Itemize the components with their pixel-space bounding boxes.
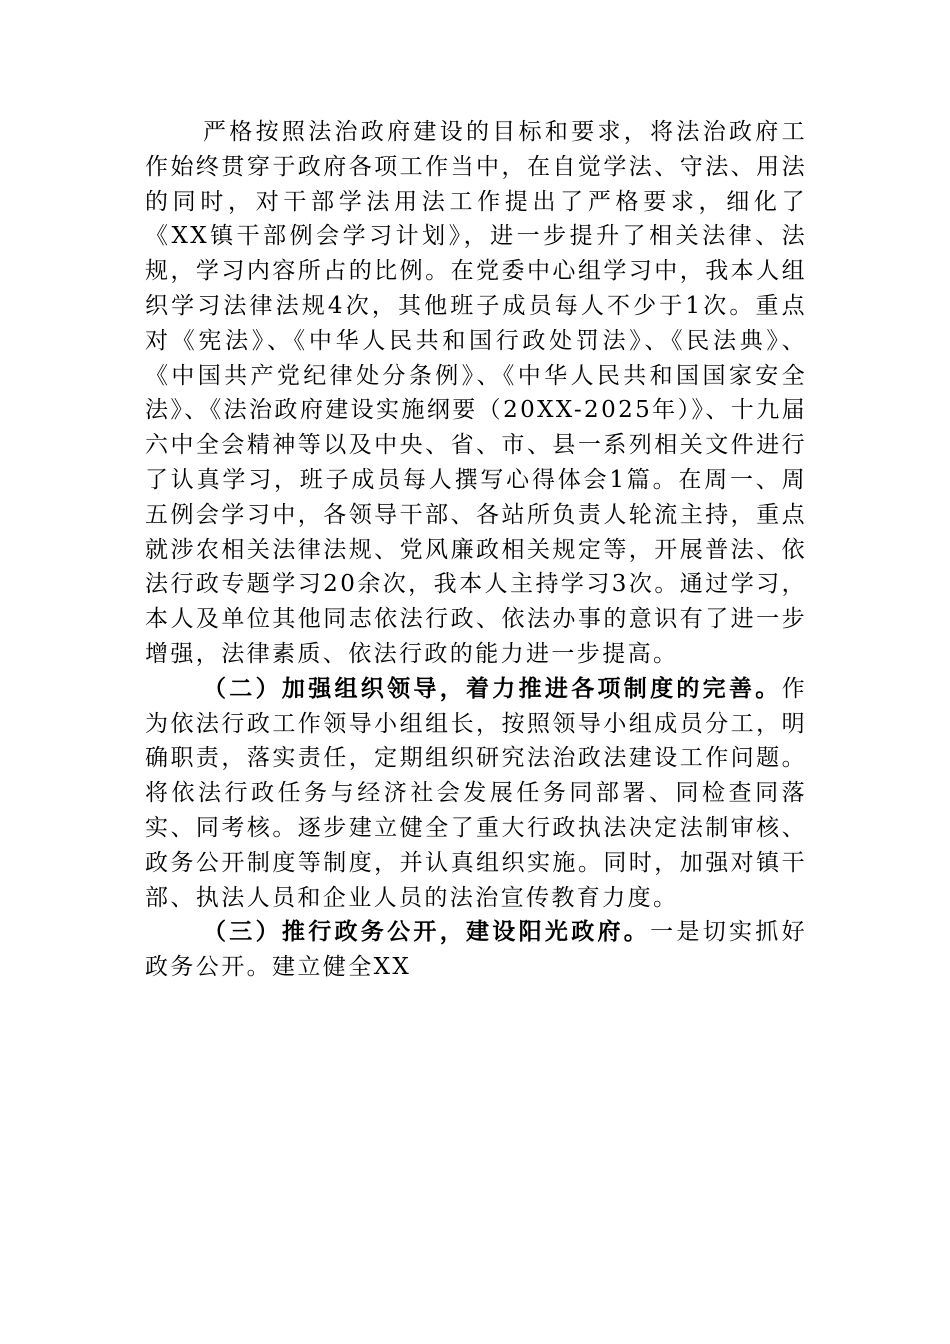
paragraph-organization-leadership <box>145 672 807 916</box>
paragraph-government-affairs-openness <box>145 915 807 985</box>
paragraph-text: 严格按照法治政府建设的目标和要求，将法治政府工作始终贯穿于政府各项工作当中，在自觉学法、守法、用法的同时，对干部学法用法工作提出了严格要求，细化了《XX镇干部例会学习计划》，进一步提升了相关法律、法规，学习内容所占的比例。在党委中心组学习中，我本人组织学习法律法规4次，其他班子成员每人不少于1次。重点对《宪法》、《中华人民共和国行政处罚法》、《民法典》、《中国共产党纪律处分条例》、《中华人民共和国国家安全法》、《法治政府建设实施纲要（20XX-2025年）》、十九届六中全会精神等以及中央、省、市、县一系列相关文件进行了认真学习，班子成员每人撰写心得体会1篇。在周一、周五例会学习中，各领导干部、各站所负责人轮流主持，重点就涉农相关法律法规、党风廉政相关规定等，开展普法、依法行政专题学习20余次，我本人主持学习3次。通过学习，本人及单位其他同志依法行政、依法办事的意识有了进一步增强，法律素质、依法行政的能力进一步提高。 <box>145 119 807 667</box>
paragraph-study-law <box>145 115 807 672</box>
document-body <box>145 115 807 985</box>
section-heading-three: （三）推行政务公开，建设阳光政府。 <box>203 918 651 946</box>
paragraph-text: 一是切实抓好政务公开。建立健全XX <box>145 919 807 981</box>
paragraph-text: 作为依法行政工作领导小组组长，按照领导小组成员分工，明确职责，落实责任，定期组织研究法治政法建设工作问题。将依法行政任务与经济社会发展任务同部署、同检查同落实、同考核。逐步建立健全了重大行政执法决定法制审核、政务公开制度等制度，并认真组织实施。同时，加强对镇干部、执法人员和企业人员的法治宣传教育力度。 <box>145 675 807 911</box>
section-heading-two: （二）加强组织领导，着力推进各项制度的完善。 <box>203 674 782 702</box>
